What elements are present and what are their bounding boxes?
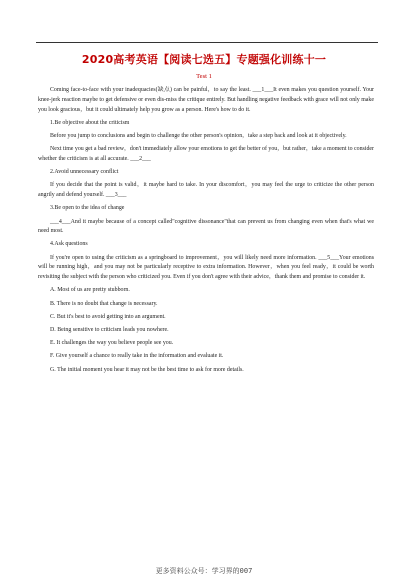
paragraph-1a: Before you jump to conclusions and begin to challenge the other person's opinion，take a step back and look at it objectively.: [50, 132, 347, 139]
paragraph-intro: Coming face-to-face with your inadequacies(缺点) can be painful，to say the least. ___1___It even makes you question yourself. Your knee-jerk reaction maybe to get defensive or even dis-miss the critique entirely. But handling negative feedback with grace will not only make you look gracious，but it could ultimately help you grow as a person. Here's how to do it.: [38, 87, 374, 113]
option-g: G. The initial moment you hear it may not be the best time to ask for more details.: [50, 366, 244, 373]
option-a: A. Most of us are pretty stubborn.: [50, 287, 130, 294]
option-f: F. Give yourself a chance to really take in the information and evaluate it.: [50, 353, 224, 360]
section-heading-2: 2.Avoid unnecessary conflict: [50, 169, 119, 176]
option-b: B. There is no doubt that change is necessary.: [50, 300, 158, 307]
option-c: C. But it's best to avoid getting into an argument.: [50, 313, 166, 320]
section-heading-3: 3.Be open to the idea of change: [50, 205, 125, 212]
paragraph-1b: Next time you get a bad review，don't immediately allow your emotions to get the better of you，but rather，take a moment to consider whether the criticism is at all accurate. ___2___: [38, 146, 374, 162]
option-e: E. It challenges the way you believe people see you.: [50, 340, 174, 347]
page-title: 2020高考英语【阅读七选五】专题强化训练十一: [81, 53, 327, 66]
paragraph-4: If you're open to using the criticism as a springboard to improvement，you will likely need more information. ___5___Your emotions will be running high，and you may not be particularly receptive to extra information. However，when you feel ready，it could be worth revisiting the subject with the person who criticized you. Even if you don't agree with their advice，thank them and promise to consider it.: [38, 254, 374, 281]
option-d: D. Being sensitive to criticism leads you nowhere.: [50, 327, 169, 334]
paragraph-2: If you decide that the point is valid，it maybe hard to take. In your discomfort，you may feel the urge to criticize the other person angrily and defend yourself. ___3___: [38, 182, 374, 199]
section-heading-1: 1.Be objective about the criticism: [50, 119, 130, 126]
section-heading-4: 4.Ask questions: [50, 241, 88, 248]
header-rule: [36, 42, 378, 43]
footer-watermark: 更多资料公众号：学习界的007: [155, 567, 253, 575]
article-body: [38, 86, 374, 379]
paragraph-3: ___4___And it maybe because of a concept called"cognitive dissonance"that can prevent us from changing even when that's what we need most.: [38, 218, 374, 235]
test-subtitle: Test 1: [196, 73, 212, 80]
